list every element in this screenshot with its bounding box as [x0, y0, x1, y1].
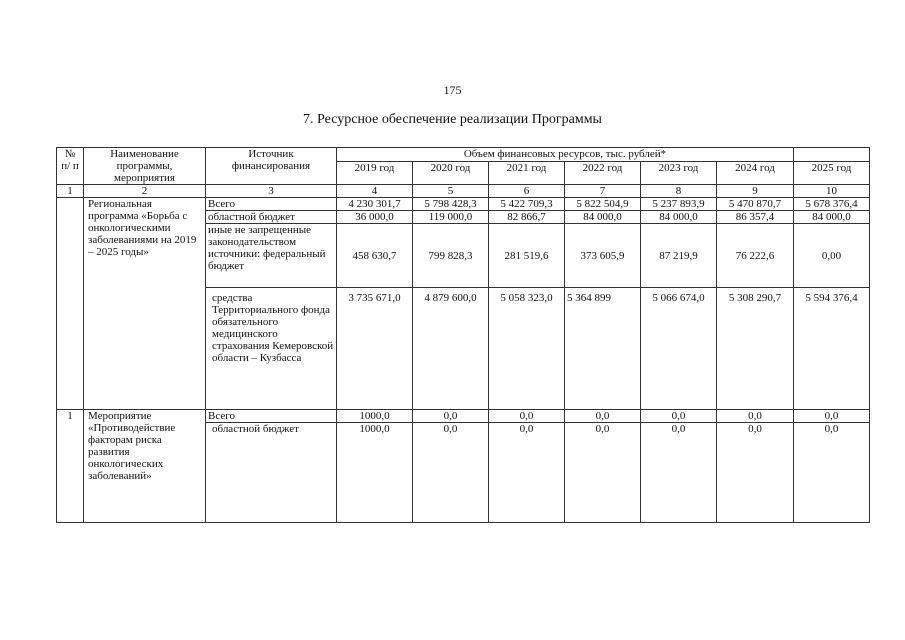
value-cell: 5 308 290,7 [717, 288, 794, 410]
value-cell: 0,0 [717, 410, 794, 423]
value-cell: 799 828,3 [413, 224, 489, 288]
value-cell: 0,0 [641, 423, 717, 523]
index-cell: 7 [565, 185, 641, 198]
page-number: 175 [443, 83, 462, 97]
value-cell: 0,00 [794, 224, 870, 288]
year-cell: 2020 год [413, 162, 489, 185]
value-cell: 3 735 671,0 [337, 288, 413, 410]
header-volume: Объем финансовых ресурсов, тыс. рублей* [337, 148, 794, 162]
value-cell: 84 000,0 [565, 211, 641, 224]
value-cell: 0,0 [565, 423, 641, 523]
value-cell: 5 798 428,3 [413, 198, 489, 211]
value-cell: 119 000,0 [413, 211, 489, 224]
year-cell: 2025 год [794, 162, 870, 185]
header-name: Наименование программы, мероприятия [84, 148, 206, 185]
value-cell: 0,0 [794, 410, 870, 423]
value-cell: 0,0 [565, 410, 641, 423]
index-cell: 3 [206, 185, 337, 198]
index-cell: 8 [641, 185, 717, 198]
source-cell: областной бюджет [206, 423, 337, 523]
value-cell: 1000,0 [337, 410, 413, 423]
index-cell: 9 [717, 185, 794, 198]
program-name: Региональная программа «Борьба с онкологическими заболеваниями на 2019 – 2025 годы» [84, 198, 206, 410]
index-row [57, 185, 870, 198]
source-cell: Всего [206, 198, 337, 211]
funding-table [56, 147, 870, 523]
year-cell: 2022 год [565, 162, 641, 185]
value-cell: 281 519,6 [489, 224, 565, 288]
header-number: № п/ п [57, 148, 84, 185]
program-row-total [57, 198, 870, 211]
value-cell: 5 678 376,4 [794, 198, 870, 211]
value-cell: 4 230 301,7 [337, 198, 413, 211]
header-row [57, 148, 870, 162]
value-cell: 82 866,7 [489, 211, 565, 224]
measure-number: 1 [57, 410, 84, 523]
value-cell: 36 000,0 [337, 211, 413, 224]
value-cell: 84 000,0 [641, 211, 717, 224]
year-cell: 2021 год [489, 162, 565, 185]
value-cell: 1000,0 [337, 423, 413, 523]
value-cell: 5 470 870,7 [717, 198, 794, 211]
index-cell: 4 [337, 185, 413, 198]
value-cell: 0,0 [717, 423, 794, 523]
value-cell: 5 066 674,0 [641, 288, 717, 410]
value-cell: 373 605,9 [565, 224, 641, 288]
value-cell: 76 222,6 [717, 224, 794, 288]
index-cell: 1 [57, 185, 84, 198]
measure-row-total [57, 410, 870, 423]
value-cell: 0,0 [489, 410, 565, 423]
value-cell: 5 594 376,4 [794, 288, 870, 410]
value-cell: 5 237 893,9 [641, 198, 717, 211]
header-source: Источник финансирования [206, 148, 337, 185]
year-cell: 2019 год [337, 162, 413, 185]
value-cell: 5 422 709,3 [489, 198, 565, 211]
value-cell: 458 630,7 [337, 224, 413, 288]
value-cell: 87 219,9 [641, 224, 717, 288]
index-cell: 10 [794, 185, 870, 198]
source-cell: средства Территориального фонда обязательного медицинского страхования Кемеровской области – Кузбасса [206, 288, 337, 410]
value-cell: 84 000,0 [794, 211, 870, 224]
value-cell: 0,0 [413, 423, 489, 523]
program-number [57, 198, 84, 410]
source-cell: областной бюджет [206, 211, 337, 224]
index-cell: 6 [489, 185, 565, 198]
section-title: 7. Ресурсное обеспечение реализации Программы [303, 112, 602, 127]
year-cell: 2023 год [641, 162, 717, 185]
value-cell: 4 879 600,0 [413, 288, 489, 410]
value-cell: 0,0 [489, 423, 565, 523]
value-cell: 0,0 [641, 410, 717, 423]
index-cell: 5 [413, 185, 489, 198]
value-cell: 5 822 504,9 [565, 198, 641, 211]
value-cell: 5 364 899 [565, 288, 641, 410]
source-cell: иные не запрещенные законодательством источники: федеральный бюджет [206, 224, 337, 288]
year-cell: 2024 год [717, 162, 794, 185]
value-cell: 0,0 [794, 423, 870, 523]
value-cell: 5 058 323,0 [489, 288, 565, 410]
measure-name: Мероприятие «Противодействие факторам риска развития онкологических заболеваний» [84, 410, 206, 523]
value-cell: 0,0 [413, 410, 489, 423]
value-cell: 86 357,4 [717, 211, 794, 224]
source-cell: Всего [206, 410, 337, 423]
index-cell: 2 [84, 185, 206, 198]
